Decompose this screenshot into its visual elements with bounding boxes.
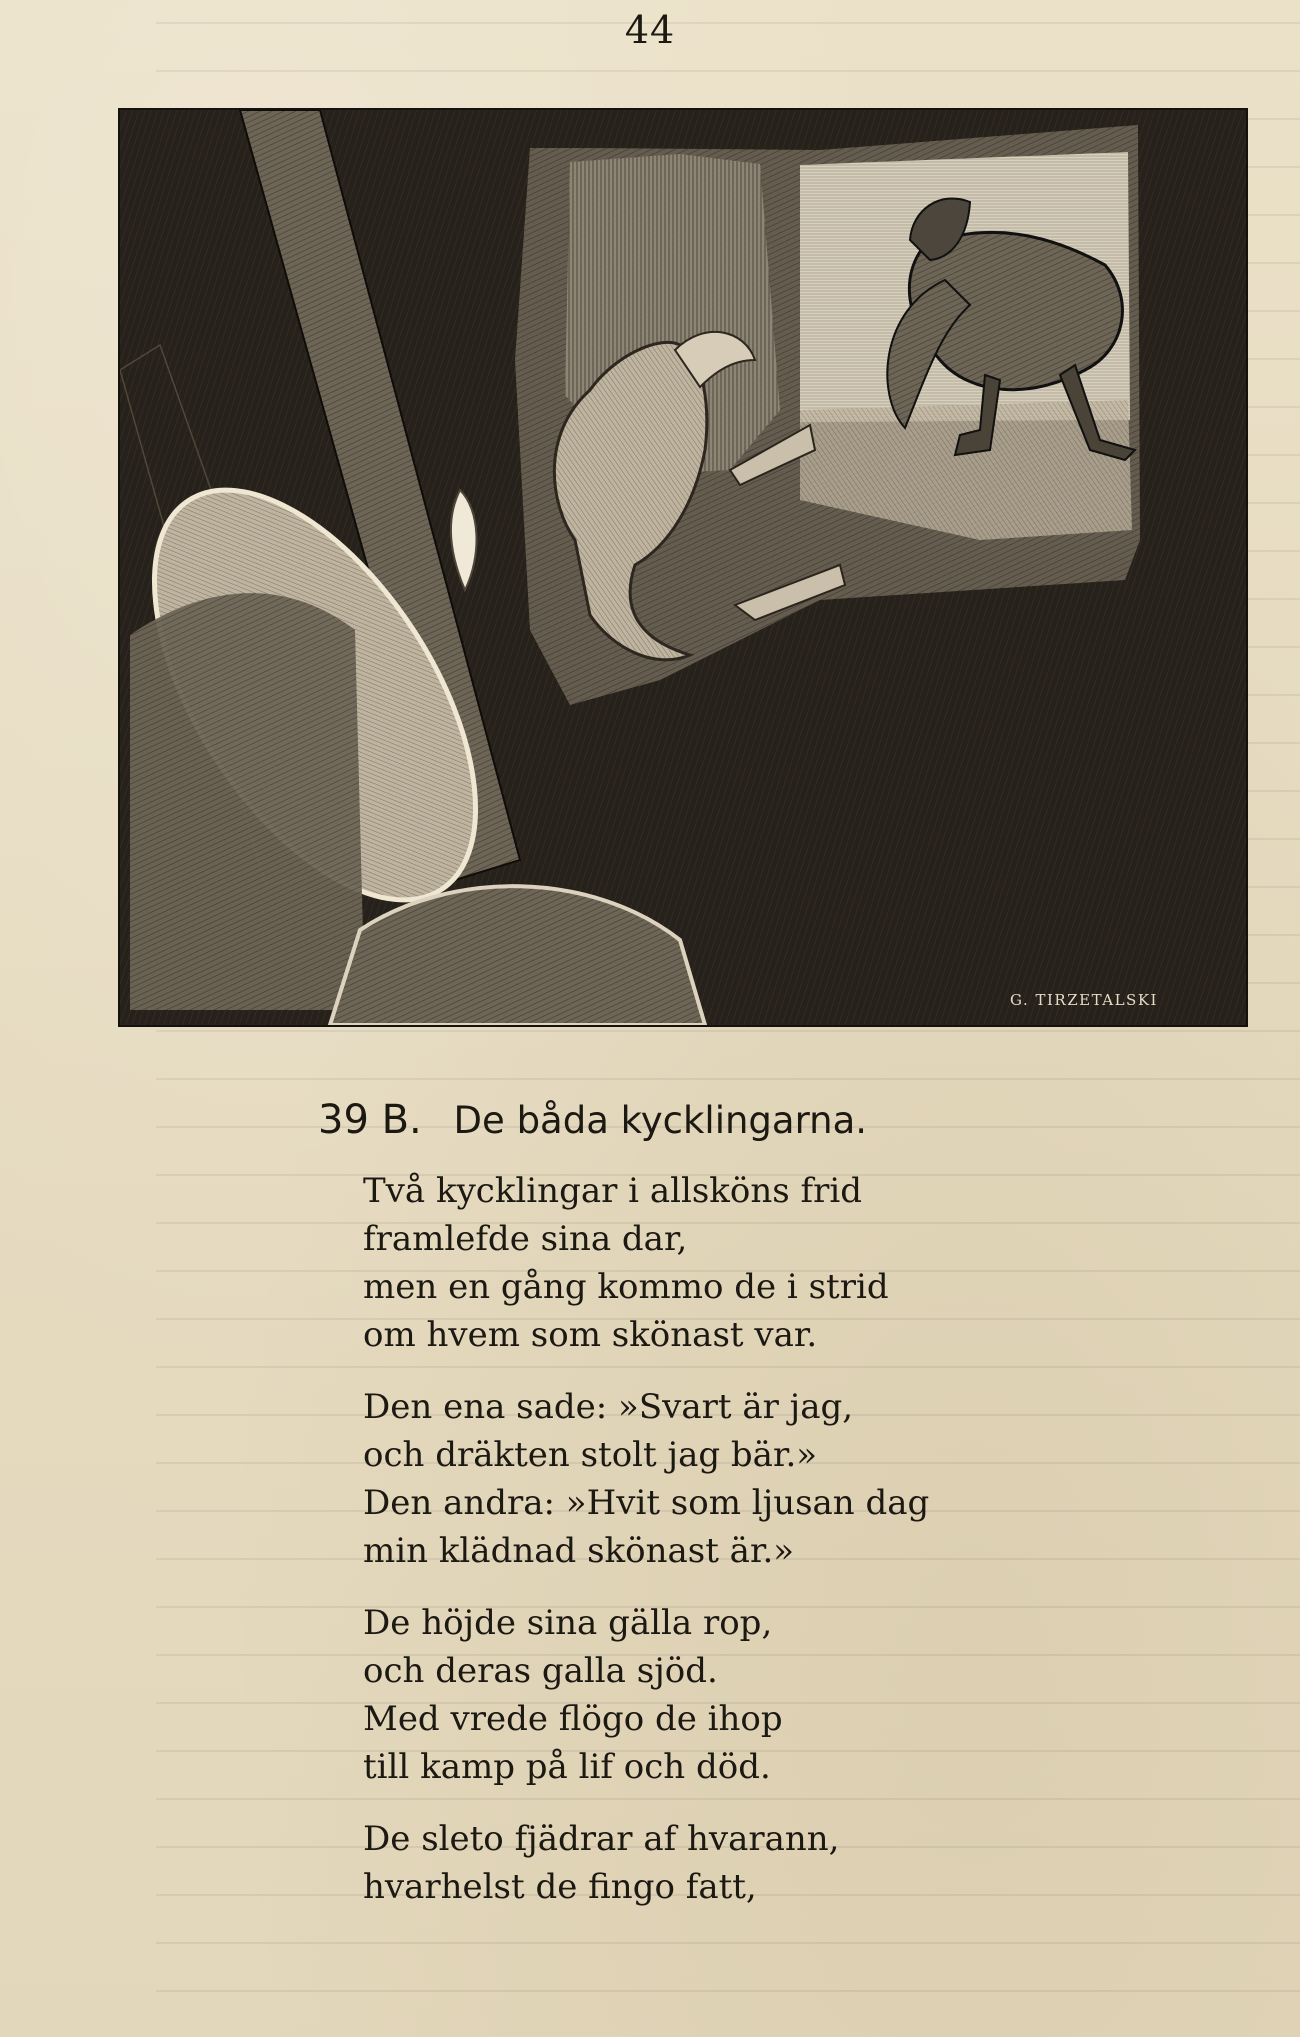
poem-line: Två kycklingar i allsköns frid [363, 1171, 863, 1211]
engraved-illustration [118, 108, 1248, 1027]
woven-basket [130, 593, 365, 1010]
stanza-1 [363, 1167, 1063, 1359]
page-number: 44 [624, 8, 676, 52]
poem-line: Den ena sade: »Svart är jag, [363, 1387, 854, 1427]
poem-line: men en gång kommo de i strid [363, 1267, 889, 1307]
poem-line: Den andra: »Hvit som ljusan dag [363, 1483, 930, 1523]
poem-line: om hvem som skönast var. [363, 1315, 818, 1355]
poem-line: min klädnad skönast är.» [363, 1531, 795, 1571]
poem-line: De sleto fjädrar af hvarann, [363, 1819, 840, 1859]
artist-signature: G. TIRZETALSKI [1010, 991, 1158, 1009]
poem-line: och dräkten stolt jag bär.» [363, 1435, 818, 1475]
poem-number: 39 B. [318, 1097, 422, 1143]
stanza-3 [363, 1599, 1063, 1791]
poem-line: och deras galla sjöd. [363, 1651, 718, 1691]
poem-line: till kamp på lif och död. [363, 1747, 771, 1787]
poem-line: Med vrede flögo de ihop [363, 1699, 783, 1739]
stanza-2 [363, 1383, 1063, 1575]
poem-title-block [318, 1096, 1078, 1145]
poem-line: De höjde sina gälla rop, [363, 1603, 773, 1643]
poem-line: framlefde sina dar, [363, 1219, 688, 1259]
poem-title: De båda kycklingarna. [453, 1099, 868, 1142]
stanza-4 [363, 1815, 1063, 1911]
poem-line: hvarhelst de fingo fatt, [363, 1867, 757, 1907]
